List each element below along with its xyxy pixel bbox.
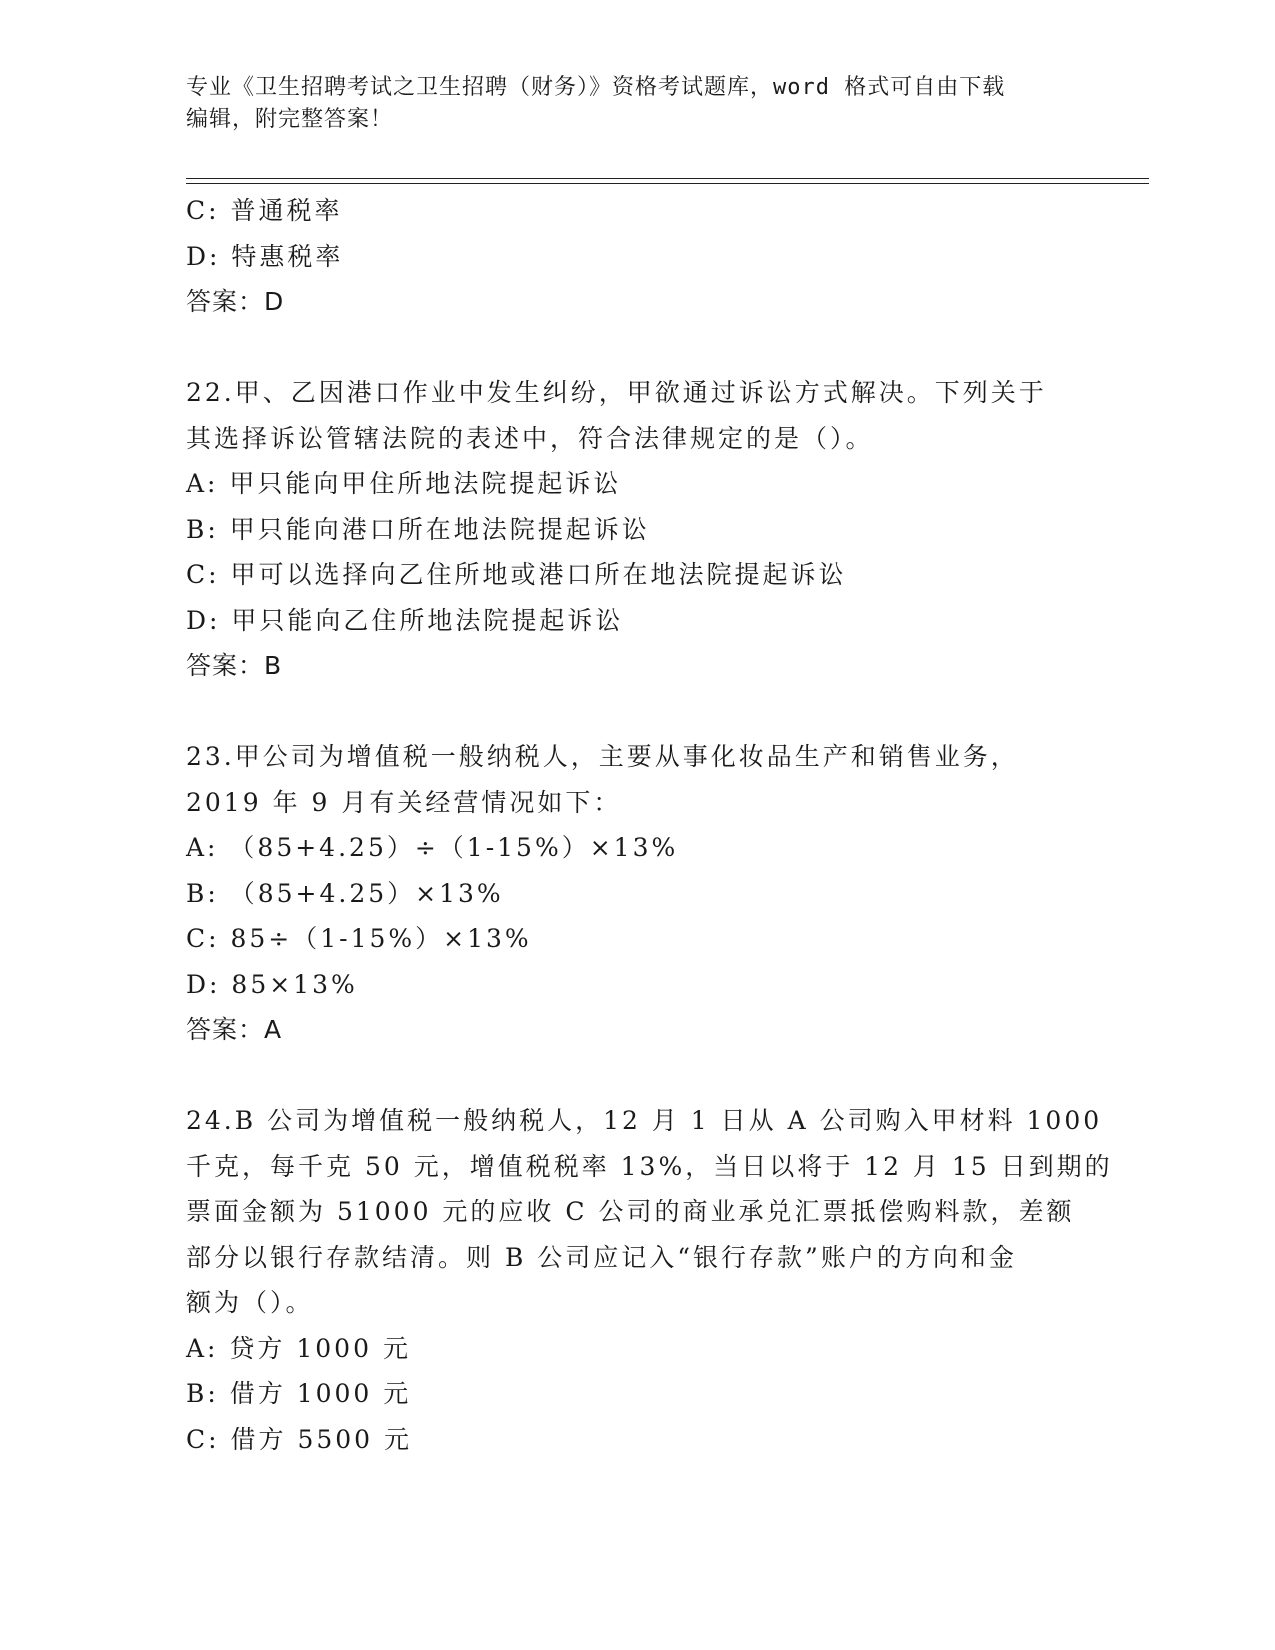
question-stem-line: 额为（）。 — [186, 1288, 314, 1317]
option-a: A: 贷方 1000 元 — [186, 1333, 411, 1363]
answer: 答案：B — [186, 651, 283, 680]
question-stem-line: 23.甲公司为增值税一般纳税人，主要从事化妆品生产和销售业务， — [186, 742, 1019, 771]
header-line-1: 专业《卫生招聘考试之卫生招聘（财务）》资格考试题库，word 格式可自由下载 — [186, 75, 1006, 100]
question-stem-line: 千克，每千克 50 元，增值税税率 13%，当日以将于 12 月 15 日到期的 — [186, 1151, 1113, 1181]
option-d: D: 85×13% — [186, 969, 358, 999]
question-stem-line: 其选择诉讼管辖法院的表述中，符合法律规定的是（）。 — [186, 423, 874, 453]
question-stem-line: 部分以银行存款结清。则 B 公司应记入“银行存款”账户的方向和金 — [186, 1242, 1017, 1272]
question-22 — [186, 370, 1086, 689]
option-c: C: 甲可以选择向乙住所地或港口所在地法院提起诉讼 — [186, 560, 847, 589]
header-line-2: 编辑，附完整答案！ — [186, 107, 394, 132]
question-23 — [186, 734, 1086, 1053]
option-c: C: 普通税率 — [186, 196, 343, 225]
question-stem-line: 22.甲、乙因港口作业中发生纠纷，甲欲通过诉讼方式解决。下列关于 — [186, 378, 1047, 407]
option-d: D: 特惠税率 — [186, 241, 344, 271]
question-stem-line: 票面金额为 51000 元的应收 C 公司的商业承兑汇票抵偿购料款，差额 — [186, 1197, 1075, 1226]
question-stem-line: 2019 年 9 月有关经营情况如下： — [186, 787, 622, 817]
answer: 答案：A — [186, 1015, 283, 1044]
document-body — [186, 188, 1113, 1462]
header-divider-bottom — [186, 183, 1149, 184]
answer: 答案：D — [186, 287, 285, 316]
question-stem-line: 24.B 公司为增值税一般纳税人，12 月 1 日从 A 公司购入甲材料 1000 — [186, 1106, 1103, 1135]
option-d: D: 甲只能向乙住所地法院提起诉讼 — [186, 605, 624, 635]
option-c: C: 85÷（1-15%）×13% — [186, 924, 532, 953]
option-b: B: （85+4.25）×13% — [186, 878, 504, 908]
option-a: A: （85+4.25）÷（1-15%）×13% — [186, 833, 679, 862]
question-24 — [186, 1098, 1113, 1462]
document-header — [186, 72, 1086, 136]
question-21-tail — [186, 188, 1086, 325]
option-c: C: 借方 5500 元 — [186, 1424, 413, 1454]
option-a: A: 甲只能向甲住所地法院提起诉讼 — [186, 469, 622, 498]
option-b: B: 甲只能向港口所在地法院提起诉讼 — [186, 514, 650, 544]
option-b: B: 借方 1000 元 — [186, 1379, 412, 1408]
header-divider-top — [186, 178, 1149, 179]
